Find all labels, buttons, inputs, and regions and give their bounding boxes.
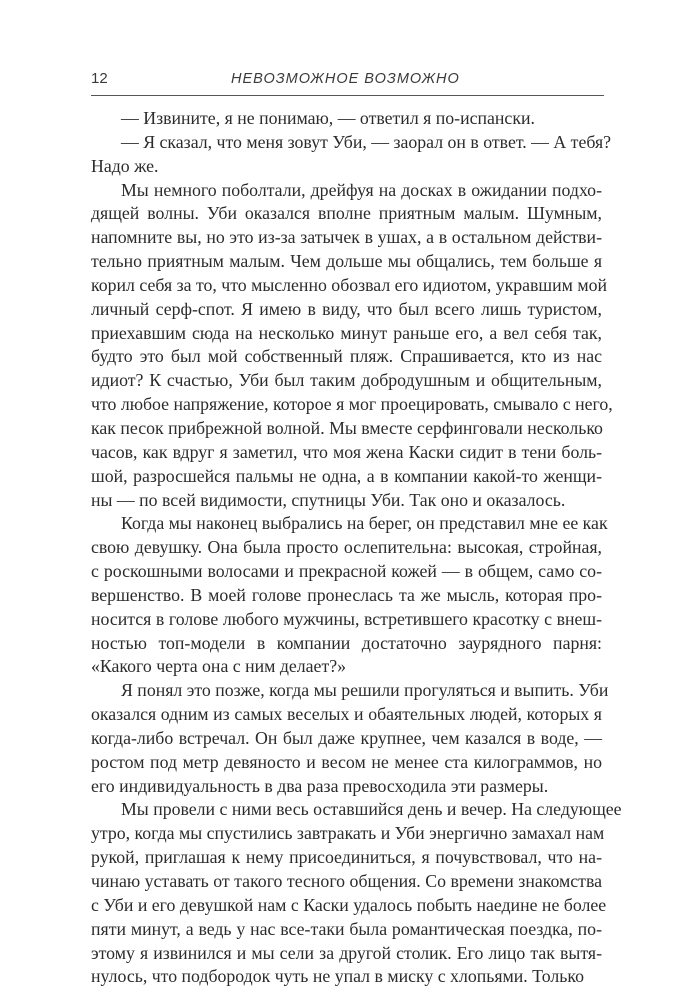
text-line: с Уби и его девушкой нам с Каски удалось побыть наедине не более xyxy=(91,894,607,915)
text-line: чинаю уставать от такого тесного общения. Со времени знакомства xyxy=(91,871,602,891)
text-line: нулось, что подбородок чуть не упал в миску с хлопьями. Только xyxy=(91,966,584,987)
text-line: его индивидуальность в два раза превосходила эти размеры. xyxy=(91,775,549,796)
page-header xyxy=(91,70,604,92)
text-line: Я понял это позже, когда мы решили прогуляться и выпить. Уби xyxy=(121,680,609,701)
text-line: когда-либо встречал. Он был даже крупнее, чем казался в воде, — xyxy=(91,727,602,748)
paragraph xyxy=(91,512,608,679)
paragraph xyxy=(121,107,602,131)
text-line: тельно приятным малым. Чем дольше мы общались, тем больше я xyxy=(91,251,602,272)
text-line: свою девушку. Она была просто ослепительна: высокая, стройная, xyxy=(91,537,602,558)
text-line: оказался одним из самых веселых и обаятельных людей, которых я xyxy=(91,704,602,725)
text-line: как песок прибрежной волной. Мы вместе серфинговали несколько xyxy=(91,417,603,438)
text-line: ростом под метр девяносто и весом не менее ста килограммов, но xyxy=(91,751,602,772)
text-line: идиот? К счастью, Уби был таким добродушным и общительным, xyxy=(91,370,602,391)
text-line: вершенство. В моей голове пронеслась та же мысль, которая про- xyxy=(91,584,602,605)
text-line: личный серф-спот. Я имею в виду, что был всего лишь туристом, xyxy=(91,298,602,319)
text-line: носится в голове любого мужчины, встретившего красотку с внеш- xyxy=(91,608,602,629)
text-line: часов, как вдруг я заметил, что моя жена Каски сидит в тени боль- xyxy=(91,441,602,462)
text-line: с роскошными волосами и прекрасной кожей — в общем, само со- xyxy=(91,561,602,582)
running-title: НЕВОЗМОЖНОЕ ВОЗМОЖНО xyxy=(231,71,460,87)
text-line: этому я извинился и мы сели за другой столик. Его лицо так вытя- xyxy=(91,942,602,963)
paragraph xyxy=(91,179,613,513)
text-line: утро, когда мы спустились завтракать и Уби энергично замахал нам xyxy=(91,823,605,844)
text-line: корил себя за то, что мысленно обозвал его идиотом, укравшим мой xyxy=(91,274,607,295)
text-line: рукой, приглашая к нему присоединиться, я почувствовал, что на- xyxy=(91,847,602,868)
text-line: — Извините, я не понимаю, — ответил я по-испански. xyxy=(121,108,535,128)
body-text xyxy=(91,107,622,989)
text-line: Мы провели с ними весь оставшийся день и вечер. На следующее xyxy=(121,799,622,820)
text-line: Когда мы наконец выбрались на берег, он представил мне ее как xyxy=(121,513,608,534)
page-number: 12 xyxy=(91,70,108,87)
text-line: что любое напряжение, которое я мог проецировать, смывало с него, xyxy=(91,394,613,415)
text-line: пяти минут, а ведь у нас все-таки была романтическая поездка, по- xyxy=(91,918,602,939)
text-line: Мы немного поболтали, дрейфуя на досках в ожидании подхо- xyxy=(121,179,602,200)
paragraph xyxy=(91,131,612,179)
text-line: ностью топ-модели в компании достаточно заурядного парня: xyxy=(91,632,602,653)
text-line: будто это был мой собственный пляж. Спрашивается, кто из нас xyxy=(91,346,602,367)
text-line: напомните вы, но это из-за затычек в ушах, а в остальном действи- xyxy=(91,227,602,248)
header-divider xyxy=(91,95,604,96)
text-line: ны — по всей видимости, спутницы Уби. Так оно и оказалось. xyxy=(91,489,566,510)
paragraph xyxy=(91,798,622,989)
text-line: «Какого черта она с ним делает?» xyxy=(91,656,346,677)
text-line: приехавшим сюда на несколько минут раньше его, а вел себя так, xyxy=(91,322,602,343)
text-line: Надо же. xyxy=(91,155,159,176)
text-line: шой, разросшейся пальмы не одна, а в компании какой-то женщи- xyxy=(91,465,602,486)
text-line: — Я сказал, что меня зовут Уби, — заорал он в ответ. — А тебя? xyxy=(121,131,612,152)
text-line: дящей волны. Уби оказался вполне приятным малым. Шумным, xyxy=(91,203,602,224)
paragraph xyxy=(91,679,609,798)
